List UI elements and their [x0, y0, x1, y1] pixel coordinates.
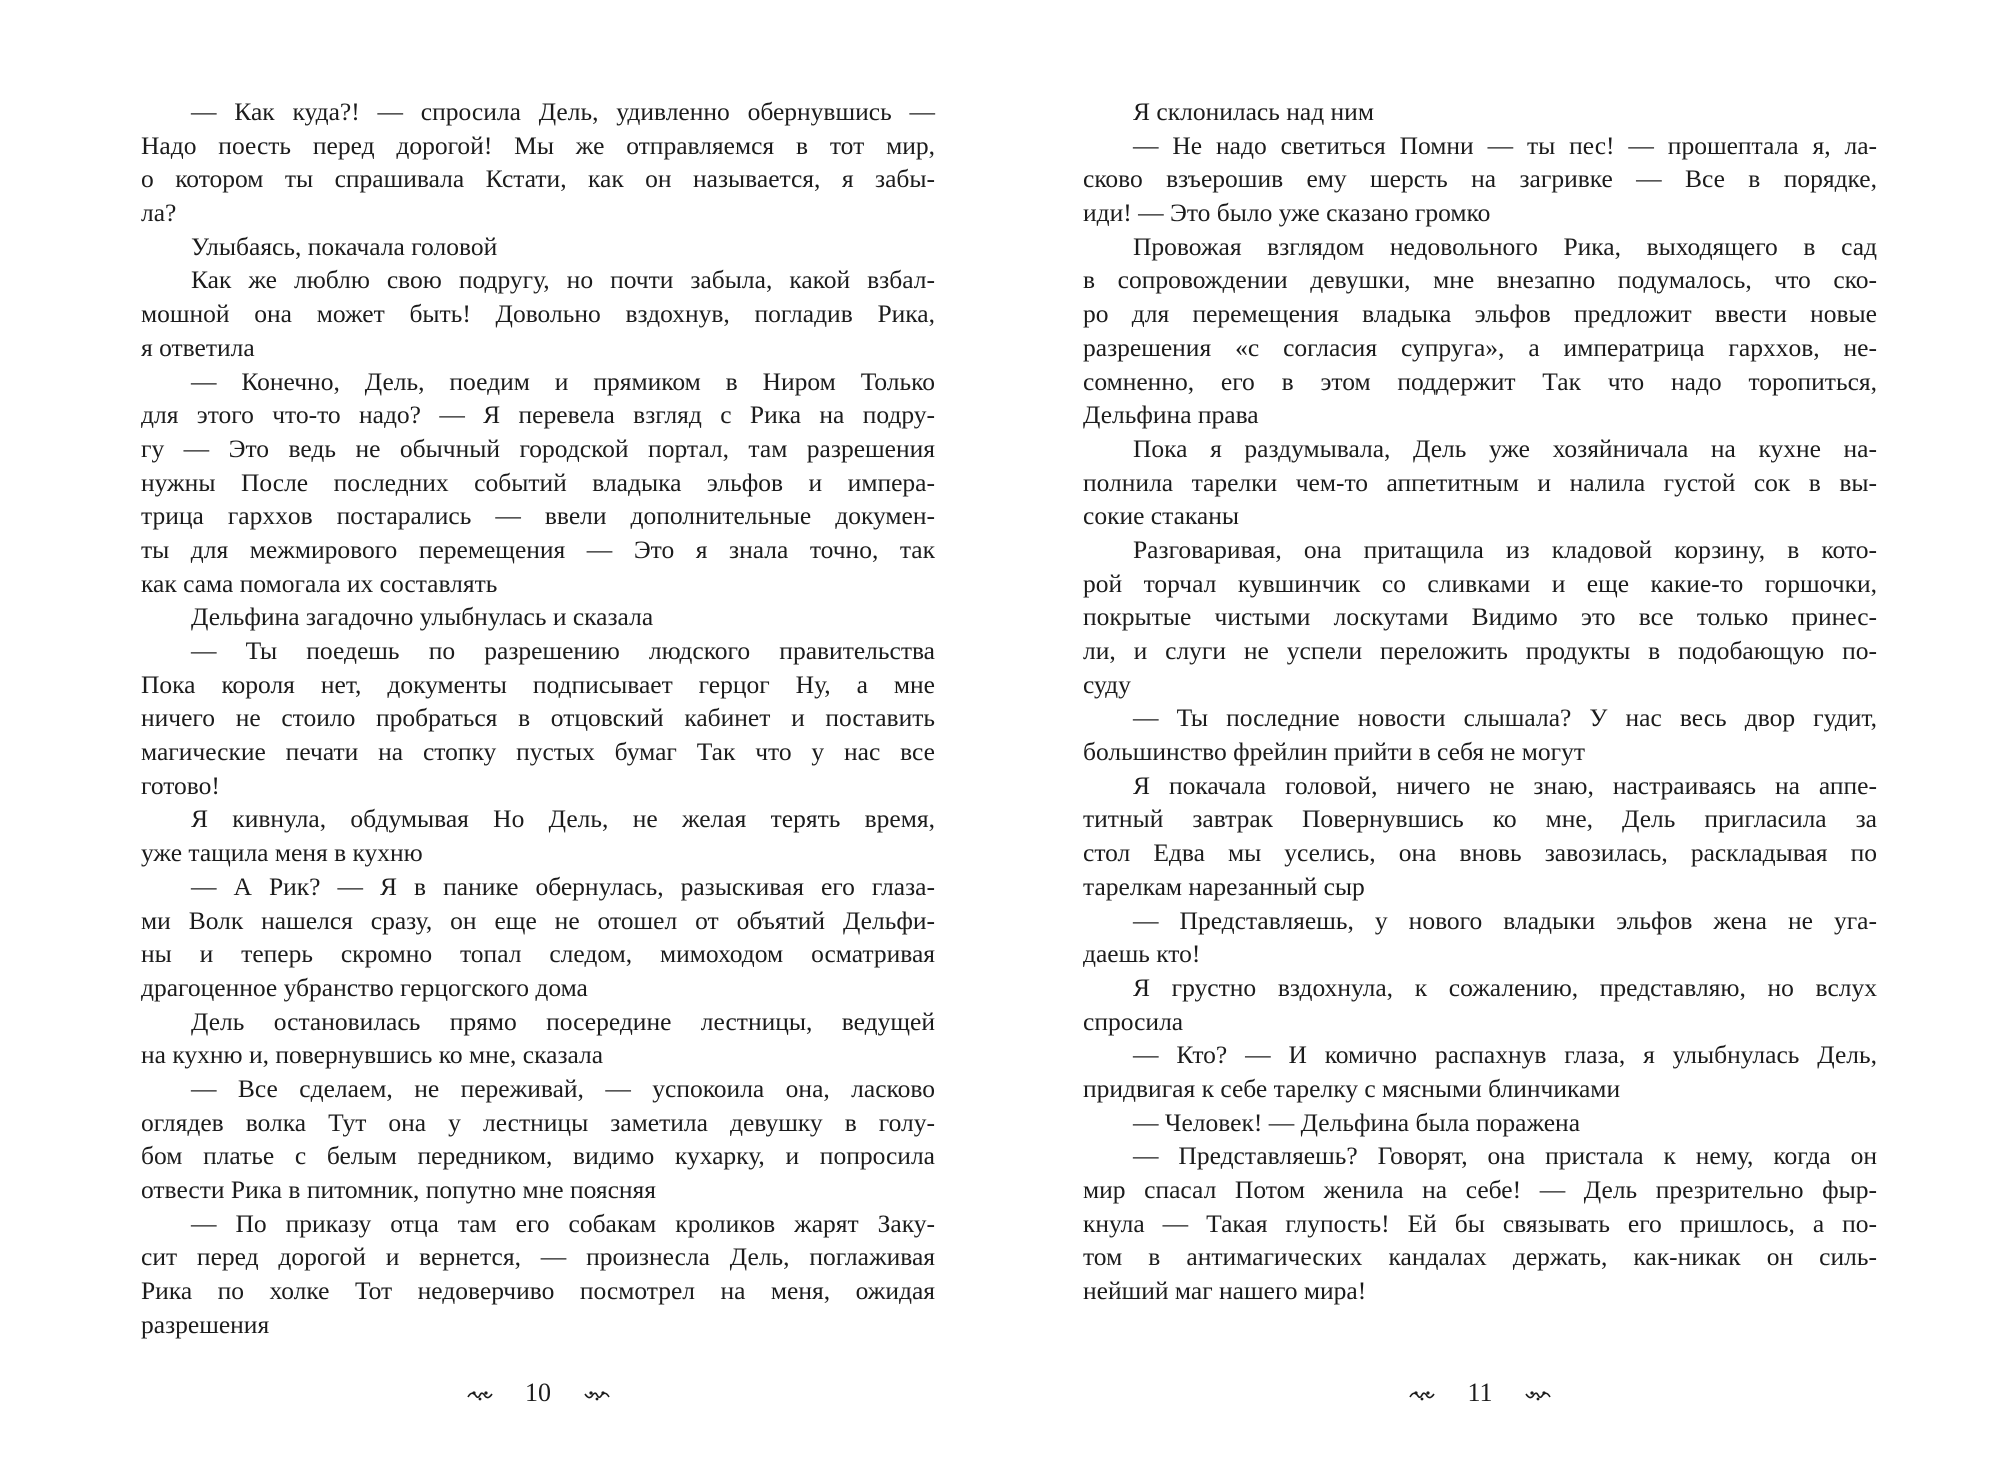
text-line: сокие стаканы [1083, 501, 1239, 531]
text-line: я ответила [141, 332, 255, 362]
text-line: Рика по холке Тот недоверчиво посмотрел на меня, ожидая [141, 1276, 935, 1306]
text-line: Провожая взглядом недовольного Рика, выходящего в сад [1133, 231, 1877, 261]
text-line: Я кивнула, обдумывая Но Дель, не желая терять время, [191, 804, 935, 834]
text-line: — Ты поедешь по разрешению людского правительства [191, 636, 935, 665]
text-line: разрешения [141, 1309, 270, 1339]
text-line: иди! — Это было уже сказано громко [1083, 198, 1491, 228]
text-line: в сопровождении девушки, мне внезапно подумалось, что ско- [1083, 265, 1877, 295]
text-line: мошной она может быть! Довольно вздохнув, погладив Рика, [141, 299, 935, 329]
text-line: — Человек! — Дельфина была поражена [1133, 1107, 1581, 1137]
text-line: как сама помогала их составлять [141, 568, 498, 598]
text-line: ми Волк нашелся сразу, он еще не отошел от объятий Дельфи- [141, 905, 935, 935]
text-line: ла? [141, 198, 177, 228]
text-line: — Все сделаем, не переживай, — успокоила она, ласково [191, 1073, 935, 1103]
text-line: кнула — Такая глупость! Ей бы связывать его пришлось, а по- [1083, 1208, 1877, 1238]
text-line: ничего не стоило пробраться в отцовский кабинет и поставить [141, 703, 935, 733]
text-line: сит перед дорогой и вернется, — произнесла Дель, поглаживая [141, 1242, 935, 1272]
floral-ornament-icon [582, 1388, 612, 1402]
text-line: — Не надо светиться Помни — ты пес! — прошептала я, ла- [1133, 130, 1877, 160]
text-line: — Как куда?! — спросила Дель, удивленно обернувшись — [191, 97, 935, 126]
text-line: уже тащила меня в кухню [141, 838, 423, 868]
text-line: ны и теперь скромно топал следом, мимоходом осматривая [141, 939, 935, 969]
text-line: ли, и слуги не успели переложить продукты в подобающую по- [1083, 636, 1877, 665]
text-line: нужны После последних событий владыка эльфов и импера- [141, 467, 935, 497]
text-line: готово! [141, 770, 220, 800]
floral-ornament-icon [1523, 1388, 1553, 1402]
text-line: том в антимагических кандалах держать, как-никак он силь- [1083, 1242, 1877, 1272]
text-line: — А Рик? — Я в панике обернулась, разыскивая его глаза- [191, 871, 935, 901]
text-line: оглядев волка Тут она у лестницы заметила девушку в голу- [141, 1107, 935, 1137]
text-line: придвигая к себе тарелку с мясными блинчиками [1083, 1073, 1621, 1103]
text-line: магические печати на стопку пустых бумаг Так что у нас все [141, 737, 935, 767]
text-line: Разговаривая, она притащила из кладовой корзину, в кото- [1133, 534, 1877, 564]
text-line: Надо поесть перед дорогой! Мы же отправляемся в тот мир, [141, 130, 935, 160]
text-line: сомненно, его в этом поддержит Так что надо торопиться, [1083, 366, 1877, 396]
right-page-footer [1083, 1378, 1877, 1408]
text-line: покрытые чистыми лоскутами Видимо это все только принес- [1083, 602, 1877, 632]
text-line: — Представляешь? Говорят, она пристала к нему, когда он [1133, 1141, 1877, 1171]
left-page-footer [141, 1378, 935, 1408]
text-line: тарелкам нарезанный сыр [1083, 871, 1365, 901]
text-line: мир спасал Потом женила на себе! — Дель презрительно фыр- [1083, 1175, 1877, 1204]
right-page-text [1083, 95, 1877, 1308]
text-line: Пока я раздумывала, Дель уже хозяйничала на кухне на- [1133, 433, 1877, 463]
text-line: о котором ты спрашивала Кстати, как он называется, я забы- [141, 164, 935, 194]
text-line: Я грустно вздохнула, к сожалению, представляю, но вслух [1133, 972, 1877, 1002]
page-number: 10 [525, 1378, 551, 1407]
text-line: спросила [1083, 1006, 1184, 1036]
text-line: нейший маг нашего мира! [1083, 1276, 1367, 1306]
text-line: для этого что-то надо? — Я перевела взгляд с Рика на подру- [141, 400, 935, 430]
text-line: Пока короля нет, документы подписывает герцог Ну, а мне [141, 669, 935, 699]
text-line: полнила тарелки чем-то аппетитным и налила густой сок в вы- [1083, 467, 1877, 497]
text-line: — По приказу отца там его собакам кроликов жарят Заку- [191, 1208, 935, 1238]
text-line: суду [1083, 669, 1131, 699]
text-line: стол Едва мы уселись, она вновь завозилась, раскладывая по [1083, 838, 1877, 868]
text-line: — Кто? — И комично распахнув глаза, я улыбнулась Дель, [1133, 1040, 1877, 1070]
text-line: Дель остановилась прямо посередине лестницы, ведущей [191, 1006, 935, 1036]
text-line: Дельфина загадочно улыбнулась и сказала [191, 602, 654, 632]
text-line: ты для межмирового перемещения — Это я знала точно, так [141, 534, 935, 564]
text-line: Я покачала головой, ничего не знаю, настраиваясь на аппе- [1133, 770, 1877, 800]
floral-ornament-icon [1407, 1388, 1437, 1402]
text-line: на кухню и, повернувшись ко мне, сказала [141, 1040, 604, 1070]
text-line: ро для перемещения владыка эльфов предложит ввести новые [1083, 299, 1877, 329]
text-line: драгоценное убранство герцогского дома [141, 972, 588, 1002]
text-line: даешь кто! [1083, 939, 1201, 969]
text-line: бом платье с белым передником, видимо кухарку, и попросила [141, 1141, 935, 1171]
text-line: большинство фрейлин прийти в себя не могут [1083, 737, 1585, 767]
text-line: трица гархxов постарались — ввели дополнительные докумен- [141, 501, 935, 531]
text-line: разрешения «с согласия супруга», а императрица гархxов, не- [1083, 332, 1877, 362]
floral-ornament-icon [465, 1388, 495, 1402]
text-line: гу — Это ведь не обычный городской портал, там разрешения [141, 433, 935, 463]
text-line: Я склонилась над ним [1133, 97, 1374, 126]
text-line: — Конечно, Дель, поедим и прямиком в Ниром Только [191, 366, 935, 396]
text-line: рой торчал кувшинчик со сливками и еще какие-то горшочки, [1083, 568, 1877, 598]
text-line: титный завтрак Повернувшись ко мне, Дель пригласила за [1083, 804, 1877, 834]
text-line: сково взъерошив ему шерсть на загривке — Все в порядке, [1083, 164, 1877, 194]
text-line: Дельфина права [1083, 400, 1259, 430]
text-line: — Представляешь, у нового владыки эльфов жена не уга- [1133, 905, 1877, 935]
text-line: Как же люблю свою подругу, но почти забыла, какой взбал- [191, 265, 935, 295]
text-line: отвести Рика в питомник, попутно мне поясняя [141, 1175, 657, 1204]
text-line: Улыбаясь, покачала головой [191, 231, 498, 261]
page-number: 11 [1467, 1378, 1493, 1407]
left-page-text [141, 95, 935, 1341]
text-line: — Ты последние новости слышала? У нас весь двор гудит, [1133, 703, 1877, 733]
